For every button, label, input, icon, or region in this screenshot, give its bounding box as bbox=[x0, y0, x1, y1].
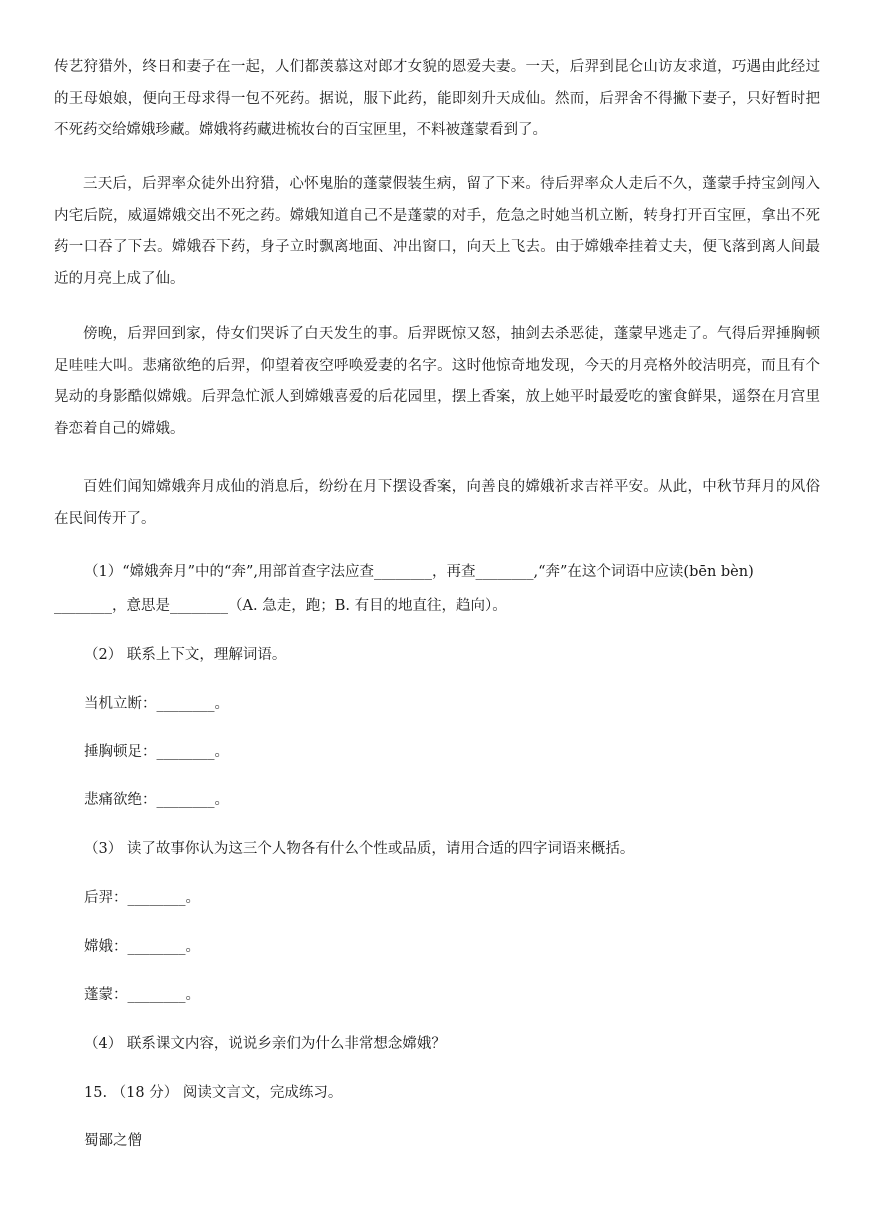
question-2-item-a: 当机立断：________。 bbox=[84, 696, 229, 712]
question-1-line-2: ________，意思是________（A. 急走，跑；B. 有目的地直往，趋向）。 bbox=[54, 598, 507, 614]
question-4-prompt: （4） 联系课文内容，说说乡亲们为什么非常想念嫦娥？ bbox=[84, 1036, 446, 1052]
question-3-item-c: 蓬蒙：________。 bbox=[84, 987, 200, 1003]
section-15-heading: 15. （18 分） 阅读文言文，完成练习。 bbox=[84, 1085, 343, 1101]
question-2-prompt: （2） 联系上下文，理解词语。 bbox=[84, 647, 287, 663]
story-paragraph-4: 百姓们闻知嫦娥奔月成仙的消息后，纷纷在月下摆设香案，向善良的嫦娥祈求吉祥平安。从此，中秋节拜月的风俗在民间传开了。 bbox=[54, 479, 820, 527]
question-3-item-b: 嫦娥：________。 bbox=[84, 939, 200, 955]
story-paragraph-1: 传艺狩猎外，终日和妻子在一起，人们都羡慕这对郎才女貌的恩爱夫妻。一天，后羿到昆仑山访友求道，巧遇由此经过的王母娘娘，便向王母求得一包不死药。据说，服下此药，能即刻升天成仙。然而，后羿舍不得撇下妻子，只好暂时把不死药交给嫦娥珍藏。嫦娥将药藏进梳妆台的百宝匣里，不料被蓬蒙看到了。 bbox=[54, 59, 820, 138]
question-3-item-a: 后羿：________。 bbox=[84, 890, 200, 906]
story-paragraph-3: 傍晚，后羿回到家，侍女们哭诉了白天发生的事。后羿既惊又怒，抽剑去杀恶徒，蓬蒙早逃走了。气得后羿捶胸顿足哇哇大叫。悲痛欲绝的后羿，仰望着夜空呼唤爱妻的名字。这时他惊奇地发现，今天的月亮格外皎洁明亮，而且有个晃动的身影酷似嫦娥。后羿急忙派人到嫦娥喜爱的后花园里，摆上香案，放上她平时最爱吃的蜜食鲜果，遥祭在月宫里眷恋着自己的嫦娥。 bbox=[54, 326, 820, 437]
question-2-item-b: 捶胸顿足：________。 bbox=[84, 744, 229, 760]
question-2-item-c: 悲痛欲绝：________。 bbox=[84, 792, 229, 808]
passage-title: 蜀鄙之僧 bbox=[84, 1133, 142, 1149]
question-3-prompt: （3） 读了故事你认为这三个人物各有什么个性或品质，请用合适的四字词语来概括。 bbox=[84, 841, 635, 857]
question-1-line-1: （1）“嫦娥奔月”中的“奔”,用部首查字法应查________，再查________,“奔”在这个词语中应读(bēn bèn) bbox=[84, 564, 754, 580]
story-paragraph-2: 三天后，后羿率众徒外出狩猎，心怀鬼胎的蓬蒙假装生病，留了下来。待后羿率众人走后不久，蓬蒙手持宝剑闯入内宅后院，威逼嫦娥交出不死之药。嫦娥知道自己不是蓬蒙的对手，危急之时她当机立断，转身打开百宝匣，拿出不死药一口吞了下去。嫦娥吞下药，身子立时飘离地面、冲出窗口，向天上飞去。由于嫦娥牵挂着丈夫，便飞落到离人间最近的月亮上成了仙。 bbox=[54, 176, 820, 287]
